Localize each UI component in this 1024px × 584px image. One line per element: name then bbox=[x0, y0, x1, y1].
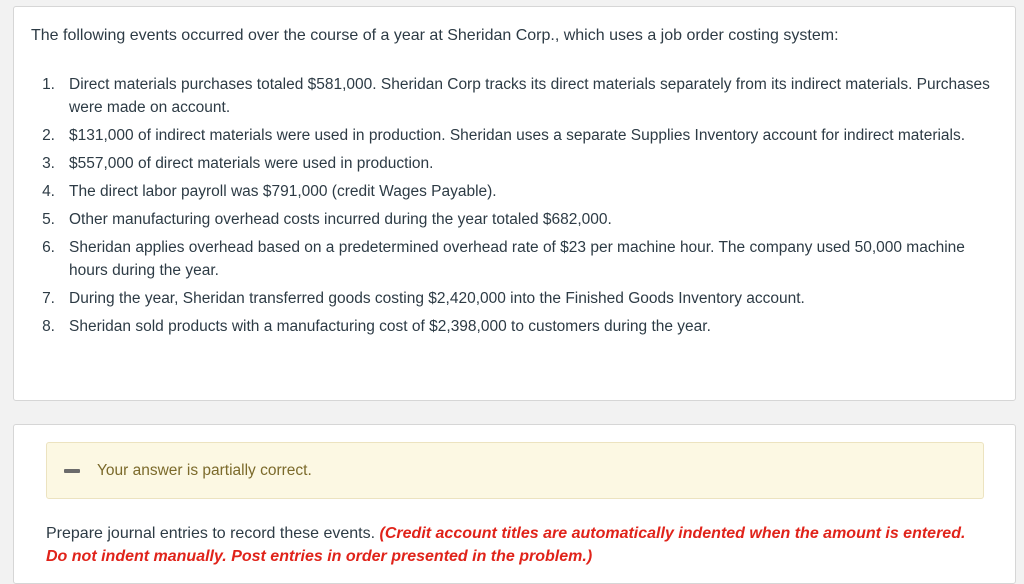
event-item-5 bbox=[31, 208, 1006, 231]
event-text: During the year, Sheridan transferred goods costing $2,420,000 into the Finished Goods Inventory account. bbox=[69, 290, 805, 307]
instructions-text: Prepare journal entries to record these events. bbox=[46, 525, 376, 542]
event-item-4 bbox=[31, 180, 1006, 203]
event-text: Sheridan applies overhead based on a predetermined overhead rate of $23 per machine hour. The company used 50,000 machine hours during the year. bbox=[69, 239, 965, 279]
event-item-7 bbox=[31, 287, 1006, 310]
event-number: 4. bbox=[42, 183, 55, 200]
event-item-3 bbox=[31, 152, 1006, 175]
instructions bbox=[46, 522, 986, 568]
event-number: 6. bbox=[42, 239, 55, 256]
event-text: $557,000 of direct materials were used in production. bbox=[69, 155, 434, 172]
event-text: $131,000 of indirect materials were used in production. Sheridan uses a separate Supplies Inventory account for indirect materials. bbox=[69, 127, 966, 144]
instructions-note: (Credit account titles are automatically indented when the amount is entered. Do not indent manually. Post entries in order presented in the problem.) bbox=[46, 525, 966, 565]
minus-icon bbox=[64, 469, 80, 473]
event-item-6 bbox=[31, 236, 1006, 282]
event-text: Sheridan sold products with a manufacturing cost of $2,398,000 to customers during the year. bbox=[69, 318, 711, 335]
event-item-8 bbox=[31, 315, 1006, 338]
event-text: Direct materials purchases totaled $581,000. Sheridan Corp tracks its direct materials separately from its indirect materials. Purchases were made on account. bbox=[69, 76, 990, 116]
events-list bbox=[31, 73, 1006, 343]
event-number: 2. bbox=[42, 127, 55, 144]
answer-card bbox=[13, 424, 1016, 584]
feedback-banner bbox=[46, 442, 984, 499]
event-text: The direct labor payroll was $791,000 (credit Wages Payable). bbox=[69, 183, 497, 200]
event-item-2 bbox=[31, 124, 1006, 147]
feedback-text: Your answer is partially correct. bbox=[97, 461, 312, 479]
event-number: 7. bbox=[42, 290, 55, 307]
event-number: 3. bbox=[42, 155, 55, 172]
event-number: 5. bbox=[42, 211, 55, 228]
question-card bbox=[13, 6, 1016, 401]
question-intro: The following events occurred over the course of a year at Sheridan Corp., which uses a job order costing system: bbox=[31, 27, 839, 44]
event-number: 8. bbox=[42, 318, 55, 335]
event-text: Other manufacturing overhead costs incurred during the year totaled $682,000. bbox=[69, 211, 612, 228]
event-item-1 bbox=[31, 73, 1006, 119]
event-number: 1. bbox=[42, 76, 55, 93]
